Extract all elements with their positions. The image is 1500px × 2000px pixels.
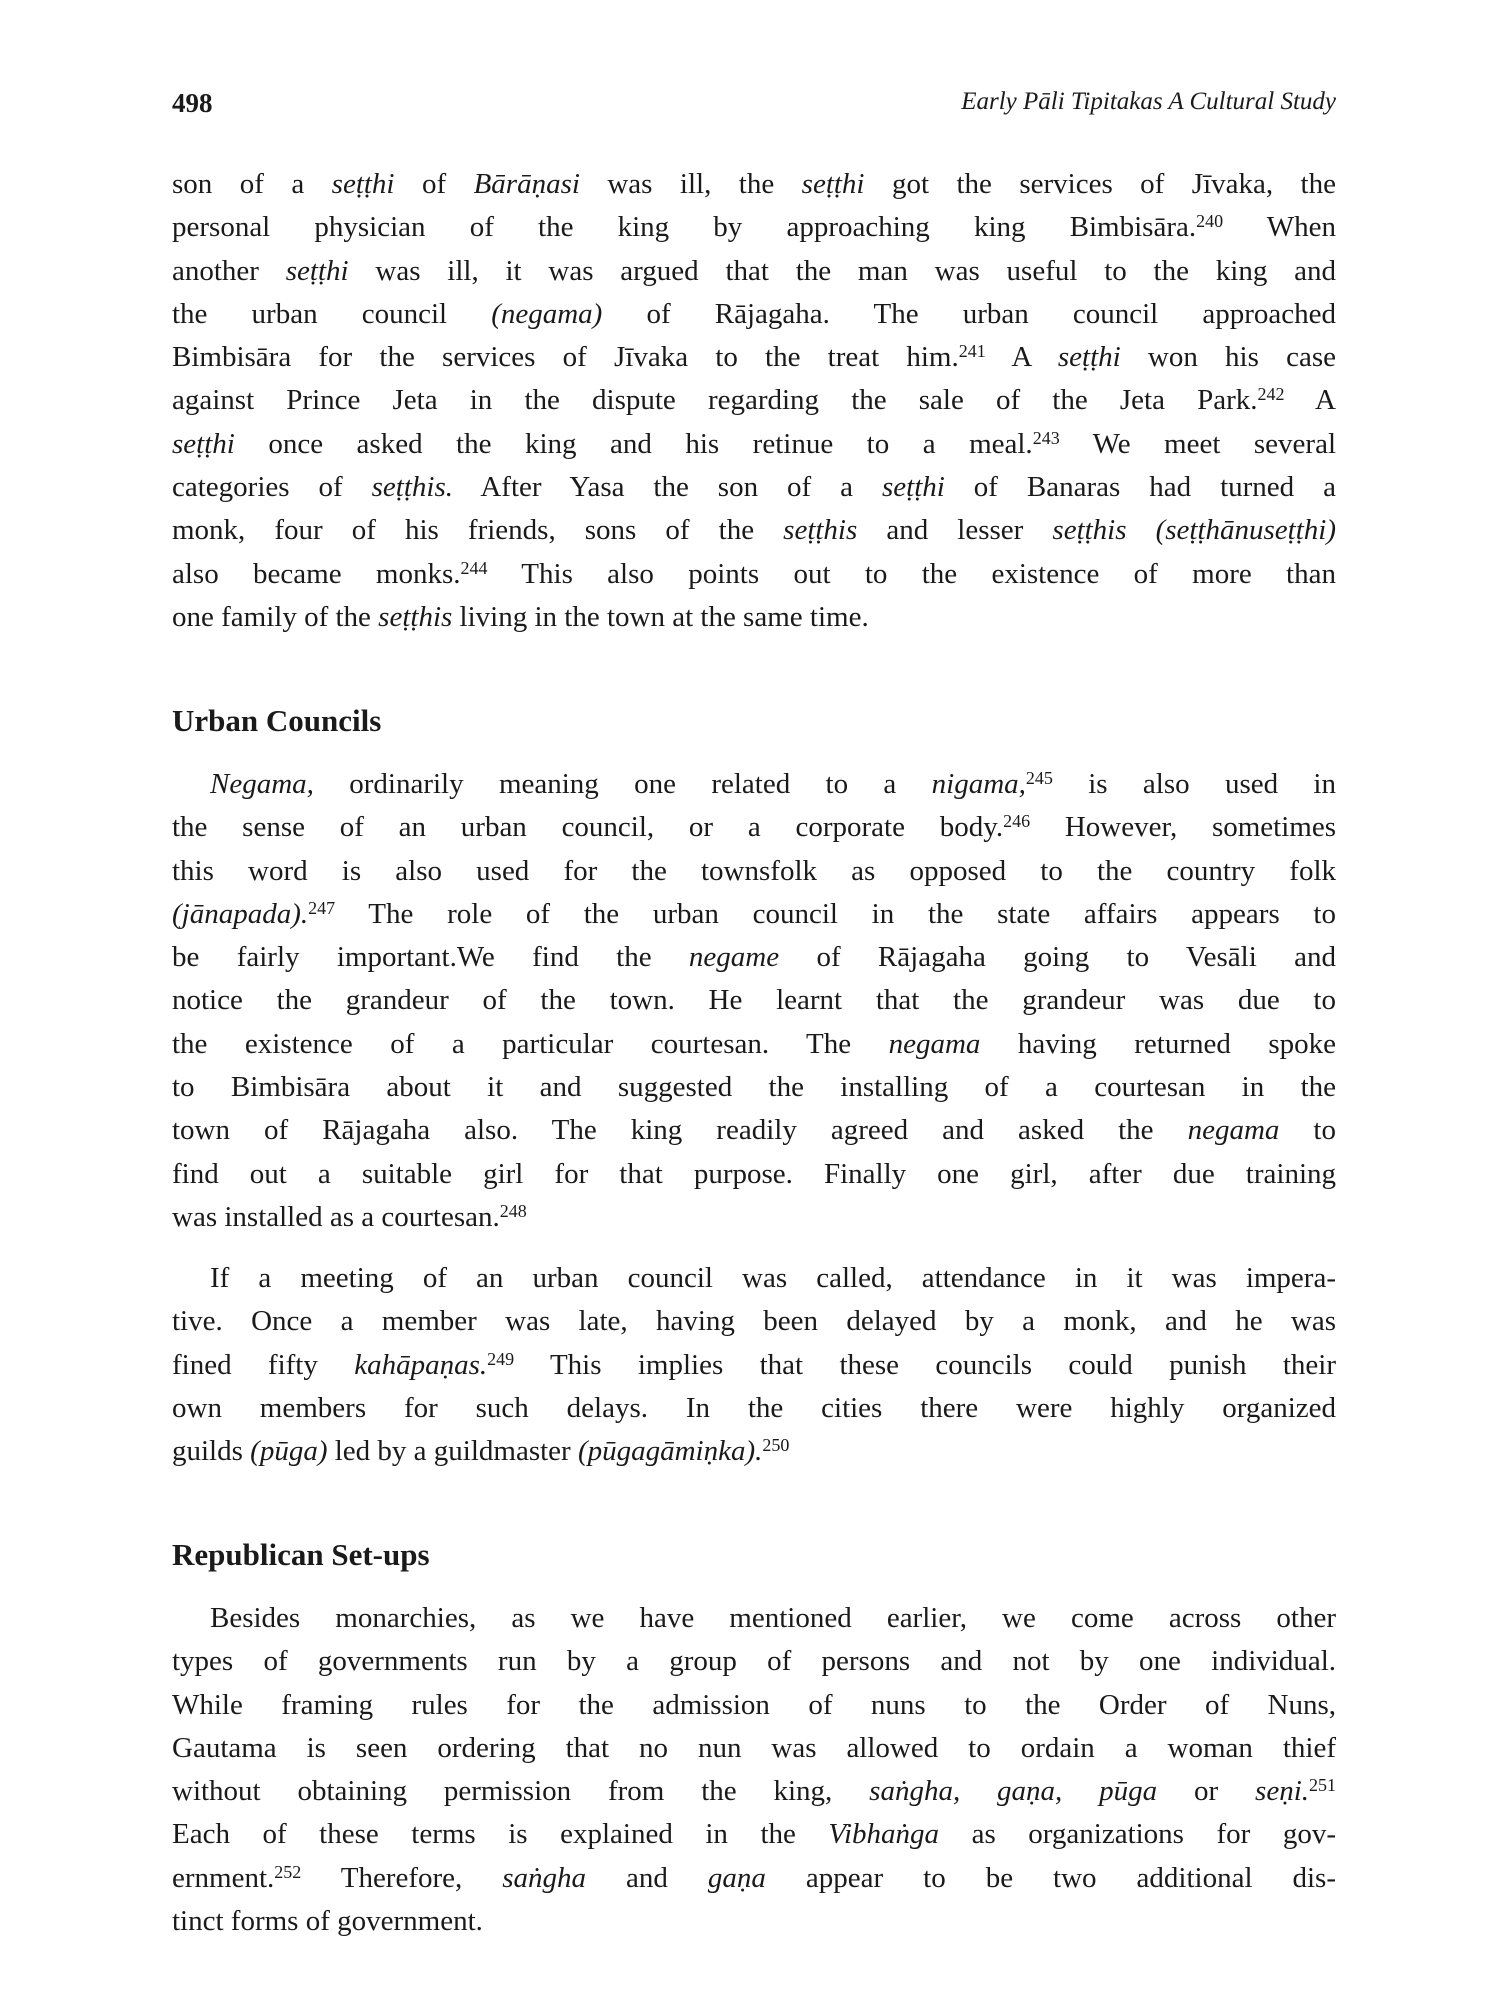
text-line [172,336,1336,379]
text-run: A [1284,384,1337,417]
text-run: is also used in [1052,768,1336,800]
text-run: types of governments run by a group of persons and not by one individual. [172,1645,1336,1678]
footnote-ref: 250 [762,1435,790,1456]
section-heading: Urban Councils [172,703,382,738]
text-run: guilds [172,1435,251,1468]
text-run: own members for such delays. In the cities there were highly organized [172,1391,1336,1424]
italic-term: gaṇa [707,1861,766,1894]
text-run: to [1279,1114,1336,1147]
italic-term: (negama) [491,297,603,330]
footnote-ref: 246 [1003,811,1031,832]
text-run: having returned spoke [980,1027,1337,1060]
italic-term: (pūga) [250,1435,328,1468]
text-run: was installed as a courtesan. [172,1200,500,1233]
text-run: find out a suitable girl for that purpose. Finally one girl, after due training [172,1157,1336,1190]
italic-term: saṅgha [502,1861,587,1894]
footnote-ref: 248 [499,1200,527,1221]
text-run: After Yasa the son of a [452,471,882,504]
text-line [172,1344,1336,1387]
text-run: another [172,254,286,287]
footnote-ref: 243 [1032,427,1060,448]
text-line [172,806,1336,849]
italic-term: seṭṭhi [882,471,945,504]
running-title: Early Pāli Tipitakas A Cultural Study [961,88,1336,115]
text-run: or [1157,1775,1256,1808]
text-run: categories of [172,471,372,504]
italic-term: seṭṭhis [783,514,858,547]
text-run: against Prince Jeta in the dispute regarding the sale of the Jeta Park. [172,384,1258,417]
text-run: fined fifty [172,1348,355,1381]
text-line [172,163,1336,206]
text-line [172,1813,1336,1856]
paragraph [172,163,1336,639]
text-line [172,1066,1336,1109]
text-run: son of a [172,168,332,200]
text-line [172,553,1336,596]
text-line [172,509,1336,552]
paragraph [172,763,1336,1239]
text-line [172,1023,1336,1066]
italic-term: negama [888,1027,981,1060]
text-run: without obtaining permission from the king, [172,1775,870,1808]
text-run: won his case [1120,341,1336,374]
text-run: When [1223,211,1336,244]
italic-term: seṭṭhis [378,600,453,633]
text-run: of Rājagaha going to Vesāli and [779,941,1336,974]
italic-term: seṭṭhi [801,168,865,200]
text-run: the urban council [172,297,492,330]
text-line [172,1597,1336,1640]
text-run: and lesser [857,514,1053,547]
paragraph [172,1257,1336,1473]
text-run: We meet several [1059,427,1336,460]
text-line [172,206,1336,249]
text-run: ernment. [172,1861,275,1894]
text-run: living in the town at the same time. [452,600,869,633]
text-line [172,850,1336,893]
text-run: ordinarily meaning one related to a [313,768,932,800]
text-line [172,1857,1336,1900]
text-run: be fairly important.We find the [172,941,689,974]
text-run: tinct forms of government. [172,1905,483,1938]
text-run: While framing rules for the admission of nuns to the Order of Nuns, [172,1688,1336,1721]
text-line [172,893,1336,936]
italic-term: kahāpaṇas. [354,1348,488,1381]
text-run: tive. Once a member was late, having been delayed by a monk, and he was [172,1305,1336,1338]
italic-term: Vibhaṅga [828,1818,940,1851]
text-line [172,1153,1336,1196]
footnote-ref: 249 [487,1348,515,1369]
text-run: Gautama is seen ordering that no nun was allowed to ordain a woman thief [172,1731,1336,1764]
text-run: monk, four of his friends, sons of the [172,514,784,547]
footnote-ref: 251 [1309,1775,1336,1796]
text-run: one family of the [172,600,379,633]
italic-term: negama [1187,1114,1280,1147]
text-run: Besides monarchies, as we have mentioned earlier, we come across other [210,1602,1336,1634]
text-run: of Rājagaha. The urban council approached [602,297,1336,330]
text-run: was ill, it was argued that the man was useful to the king and [348,254,1336,287]
text-run: Therefore, [301,1861,503,1894]
italic-term: negame [688,941,780,974]
text-run: If a meeting of an urban council was called, attendance in it was impera- [210,1262,1336,1294]
italic-term: (pūgagāmiṇka). [577,1435,763,1468]
italic-term: seṭṭhi [1057,341,1121,374]
text-line [172,1387,1336,1430]
text-run: as organizations for gov- [939,1818,1336,1851]
text-line [172,1727,1336,1770]
text-line [172,979,1336,1022]
text-run: personal physician of the king by approaching king Bimbisāra. [172,211,1197,244]
italic-term: seṇi. [1255,1775,1309,1808]
italic-term: seṭṭhi [172,427,235,460]
italic-term: seṭṭhis. [371,471,453,504]
text-run: got the services of Jīvaka, the [864,168,1336,200]
text-run: led by a guildmaster [327,1435,578,1468]
text-line [172,596,1336,639]
text-line [172,1640,1336,1683]
text-run: was ill, the [579,168,802,200]
text-line [172,466,1336,509]
italic-term: Bārāṇasi [473,168,580,200]
text-line [172,1300,1336,1343]
text-run: This also points out to the existence of more than [487,557,1336,590]
text-line [172,763,1336,806]
text-line [172,1109,1336,1152]
footnote-ref: 242 [1257,384,1285,405]
text-run: town of Rājagaha also. The king readily agreed and asked the [172,1114,1188,1147]
italic-term: Negama, [210,768,314,800]
text-line [172,1196,1336,1239]
italic-term: seṭṭhi [331,168,395,200]
text-line [172,1684,1336,1727]
italic-term: saṅgha, gaṇa, pūga [869,1775,1158,1808]
text-run: of [394,168,474,200]
text-run: and [586,1861,708,1894]
text-run: Each of these terms is explained in the [172,1818,829,1851]
page-number: 498 [172,88,213,118]
text-run: appear to be two additional dis- [765,1861,1336,1894]
italic-term: seṭṭhis (seṭṭhānuseṭṭhi) [1052,514,1337,547]
text-run: Bimbisāra for the services of Jīvaka to the treat him. [172,341,959,374]
text-run: This implies that these councils could punish their [514,1348,1336,1381]
text-run: to Bimbisāra about it and suggested the installing of a courtesan in the [172,1071,1336,1104]
text-run: also became monks. [172,557,461,590]
footnote-ref: 247 [308,897,336,918]
text-run: this word is also used for the townsfolk as opposed to the country folk [172,854,1336,887]
text-run: of Banaras had turned a [944,471,1337,504]
italic-term: nigama, [931,768,1026,800]
text-line [172,936,1336,979]
text-line [172,1900,1336,1943]
section-heading: Republican Set-ups [172,1537,430,1572]
footnote-ref: 245 [1025,768,1053,788]
text-run: The role of the urban council in the state affairs appears to [335,897,1336,930]
italic-term: seṭṭhi [285,254,349,287]
footnote-ref: 252 [274,1861,302,1882]
text-line [172,293,1336,336]
text-run: A [985,341,1058,374]
text-line [172,1770,1336,1813]
text-run: the sense of an urban council, or a corporate body. [172,811,1004,844]
footnote-ref: 244 [460,557,488,578]
text-line [172,423,1336,466]
text-run: the existence of a particular courtesan. The [172,1027,889,1060]
paragraph [172,1597,1336,1943]
text-run: However, sometimes [1030,811,1337,844]
footnote-ref: 240 [1196,211,1224,232]
text-run: once asked the king and his retinue to a meal. [234,427,1033,460]
text-line [172,1257,1336,1300]
text-line [172,1430,1336,1473]
italic-term: (jānapada). [172,897,309,930]
text-line [172,250,1336,293]
footnote-ref: 241 [958,341,986,362]
text-run: notice the grandeur of the town. He learnt that the grandeur was due to [172,984,1336,1017]
text-line [172,379,1336,422]
